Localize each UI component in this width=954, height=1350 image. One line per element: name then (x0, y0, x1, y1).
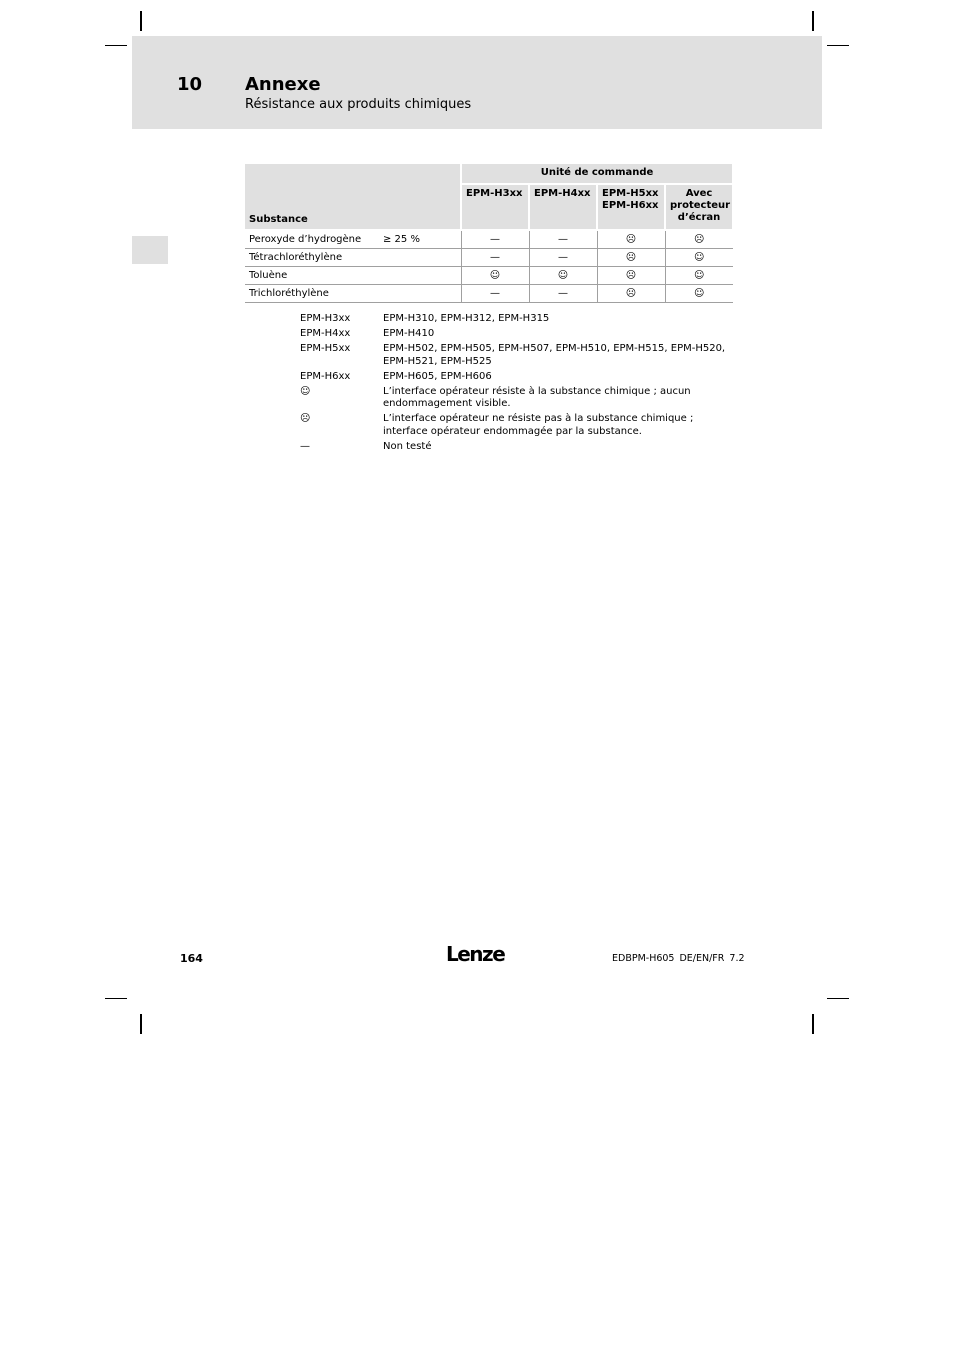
resistance-value: ☹ (597, 285, 665, 303)
resistance-value: ☺ (461, 267, 529, 285)
section-title: Résistance aux produits chimiques (245, 97, 472, 112)
side-tab-marker (132, 236, 168, 264)
legend-key: EPM-H6xx (300, 370, 351, 382)
table-row (245, 285, 733, 303)
column-header: EPM-H4xx (529, 184, 597, 230)
frown-icon: ☹ (300, 413, 311, 424)
column-header: Avec protecteur d’écran (665, 184, 733, 230)
legend-item (245, 441, 733, 454)
legend-value: L’interface opérateur ne résiste pas à la substance chimique ; interface opérateur endommagée par la substance. (383, 413, 694, 437)
resistance-value: — (461, 249, 529, 267)
substance-header: Substance (245, 164, 461, 230)
chapter-title: Annexe (245, 74, 321, 95)
group-header: Unité de commande (461, 164, 733, 184)
resistance-value: ☺ (665, 249, 733, 267)
resistance-value: — (461, 285, 529, 303)
legend-item (245, 413, 733, 438)
crop-mark (812, 1014, 814, 1034)
concentration (379, 267, 461, 285)
concentration: ≥ 25 % (379, 230, 461, 249)
chemical-resistance-table (245, 164, 734, 303)
smiley-icon: ☺ (300, 385, 311, 397)
resistance-value: ☺ (529, 267, 597, 285)
legend-item (245, 386, 733, 411)
table-row (245, 249, 733, 267)
crop-mark (812, 11, 814, 31)
legend-key: EPM-H5xx (300, 343, 351, 354)
legend-key: EPM-H3xx (300, 313, 351, 324)
legend-item (245, 343, 733, 368)
resistance-value: ☺ (665, 267, 733, 285)
resistance-value: — (529, 249, 597, 267)
legend-key: EPM-H4xx (300, 328, 351, 339)
resistance-value: ☺ (665, 285, 733, 303)
legend-value: EPM-H502, EPM-H505, EPM-H507, EPM-H510, EPM-H515, EPM-H520, EPM-H521, EPM-H525 (383, 343, 726, 367)
crop-mark (140, 1014, 142, 1034)
resistance-value: ☹ (597, 249, 665, 267)
resistance-value: — (529, 230, 597, 249)
legend-value: EPM-H605, EPM-H606 (383, 370, 492, 382)
resistance-value: — (529, 285, 597, 303)
crop-mark (105, 45, 127, 46)
dash-icon: — (300, 440, 310, 452)
column-header: EPM-H3xx (461, 184, 529, 230)
crop-mark (105, 998, 127, 999)
crop-mark (827, 45, 849, 46)
legend-value: EPM-H410 (383, 328, 435, 339)
resistance-value: ☹ (665, 230, 733, 249)
substance-name: Peroxyde d’hydrogène (245, 230, 379, 249)
crop-mark (827, 998, 849, 999)
substance-name: Tétrachloréthylène (245, 249, 379, 267)
resistance-value: — (461, 230, 529, 249)
table-row (245, 267, 733, 285)
legend-value: EPM-H310, EPM-H312, EPM-H315 (383, 313, 550, 324)
concentration (379, 285, 461, 303)
resistance-value: ☹ (597, 230, 665, 249)
document-id: EDBPM-H605 DE/EN/FR 7.2 (612, 953, 745, 964)
header-band (132, 36, 822, 129)
lenze-logo: Lenze (446, 942, 505, 966)
crop-mark (140, 11, 142, 31)
legend-item (245, 313, 733, 326)
legend-item (245, 328, 733, 341)
legend-value: Non testé (383, 440, 432, 452)
concentration (379, 249, 461, 267)
resistance-value: ☹ (597, 267, 665, 285)
legend (245, 313, 733, 456)
legend-item (245, 371, 733, 384)
legend-value: L’interface opérateur résiste à la substance chimique ; aucun endommagement visible. (383, 385, 691, 409)
table-row (245, 230, 733, 249)
chapter-number: 10 (177, 74, 203, 95)
substance-name: Toluène (245, 267, 379, 285)
page-number: 164 (180, 952, 203, 965)
substance-name: Trichloréthylène (245, 285, 379, 303)
column-header: EPM-H5xx EPM-H6xx (597, 184, 665, 230)
